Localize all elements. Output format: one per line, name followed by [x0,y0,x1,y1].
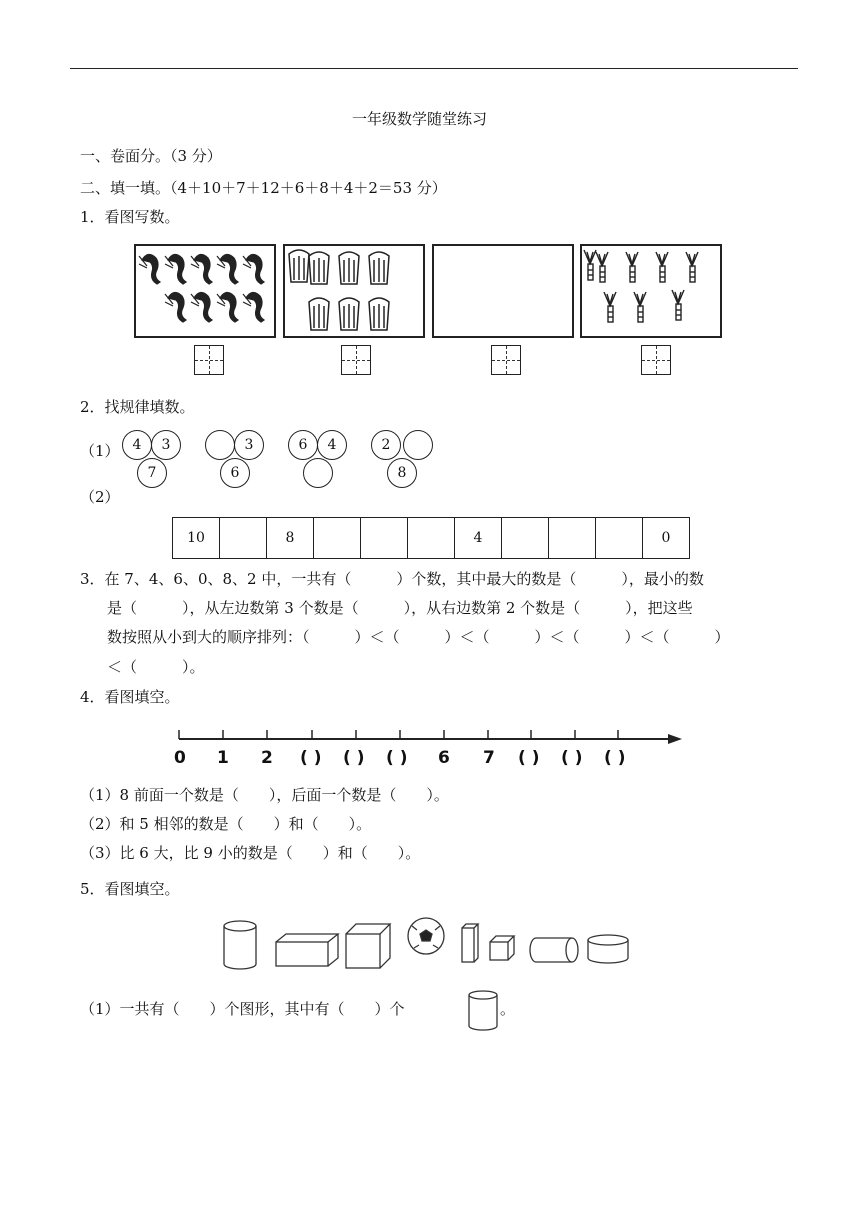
number-line [170,722,690,748]
q4-sub-1: （1）8 前面一个数是（ ），后面一个数是（ ）。 [80,786,449,804]
sequence-cell[interactable] [549,518,596,559]
corn-picture [580,244,722,338]
circle-top-left: 2 [371,430,401,460]
sequence-cell: 10 [173,518,220,559]
cylinder-icon [224,921,256,969]
sequence-cell[interactable] [314,518,361,559]
sequence-cell: 4 [455,518,502,559]
q5-sub-1: （1）一共有（ ）个图形，其中有（ ）个 [80,1000,405,1018]
sequence-cell[interactable] [502,518,549,559]
section-2: 二、填一填。（4＋10＋7＋12＋6＋8＋4＋2＝53 分） [80,179,447,197]
tick-label: 6 [438,748,450,768]
q5-label: 5．看图填空。 [80,880,180,898]
circle-bottom[interactable] [303,458,333,488]
answer-grid-1[interactable] [194,345,224,375]
q2-part1-label: （1） [80,442,120,460]
corn-icons [582,246,720,336]
circle-top-right: 3 [151,430,181,460]
answer-grid-2[interactable] [341,345,371,375]
tall-cuboid-icon [462,924,478,962]
tick-label: 2 [261,748,273,768]
shapes-illustration [218,912,638,974]
sequence-cell[interactable] [596,518,643,559]
q2-label: 2．找规律填数。 [80,398,195,416]
q4-label: 4．看图填空。 [80,688,180,706]
q4-sub-2: （2）和 5 相邻的数是（ ）和（ ）。 [80,815,372,833]
q2-part2-label: （2） [80,488,120,506]
cylinder-icon [466,988,500,1034]
q3-line-3: 数按照从小到大的顺序排列：（ ）＜（ ）＜（ ）＜（ ）＜（ ） [107,628,730,646]
circle-top-left[interactable] [205,430,235,460]
tick-label: 0 [174,748,186,768]
circle-top-right: 4 [317,430,347,460]
circle-bottom: 7 [137,458,167,488]
sequence-table [172,517,690,559]
header-rule [70,68,798,69]
tick-blank[interactable]: ( ) [343,748,365,768]
section-1: 一、卷面分。（3 分） [80,147,222,165]
circle-top-right: 3 [234,430,264,460]
sequence-cell[interactable] [220,518,267,559]
tick-blank[interactable]: ( ) [561,748,583,768]
sequence-cell[interactable] [408,518,455,559]
q3-line-4: ＜（ ）。 [107,658,205,676]
eraser-picture [283,244,425,338]
sequence-cell: 8 [267,518,314,559]
tick-label: 1 [217,748,229,768]
page-title: 一年级数学随堂练习 [352,110,488,128]
circle-top-left: 6 [288,430,318,460]
tick-blank[interactable]: ( ) [518,748,540,768]
circle-bottom: 8 [387,458,417,488]
sequence-cell: 0 [643,518,690,559]
eraser-icons [285,246,423,336]
empty-picture [432,244,574,338]
tick-blank[interactable]: ( ) [386,748,408,768]
tick-blank[interactable]: ( ) [604,748,626,768]
q5-sub-1-end: 。 [500,1000,516,1018]
cube-icon [346,924,390,968]
q1-label: 1．看图写数。 [80,208,180,226]
shrimp-icons [136,246,274,336]
short-cylinder-icon [588,935,628,963]
lying-cylinder-icon [530,938,578,962]
shrimp-picture [134,244,276,338]
circle-top-right[interactable] [403,430,433,460]
q4-sub-3: （3）比 6 大，比 9 小的数是（ ）和（ ）。 [80,844,421,862]
q3-line-2: 是（ ），从左边数第 3 个数是（ ），从右边数第 2 个数是（ ），把这些 [107,599,693,617]
sequence-cell[interactable] [361,518,408,559]
q3-line-1: 3．在 7、4、6、0、8、2 中，一共有（ ）个数，其中最大的数是（ ），最小的数 [80,570,704,588]
small-cube-icon [490,936,514,960]
tick-label: 7 [483,748,495,768]
answer-grid-4[interactable] [641,345,671,375]
circle-bottom: 6 [220,458,250,488]
ball-icon [408,918,444,954]
circle-top-left: 4 [122,430,152,460]
tick-blank[interactable]: ( ) [300,748,322,768]
answer-grid-3[interactable] [491,345,521,375]
cuboid-icon [276,934,338,966]
